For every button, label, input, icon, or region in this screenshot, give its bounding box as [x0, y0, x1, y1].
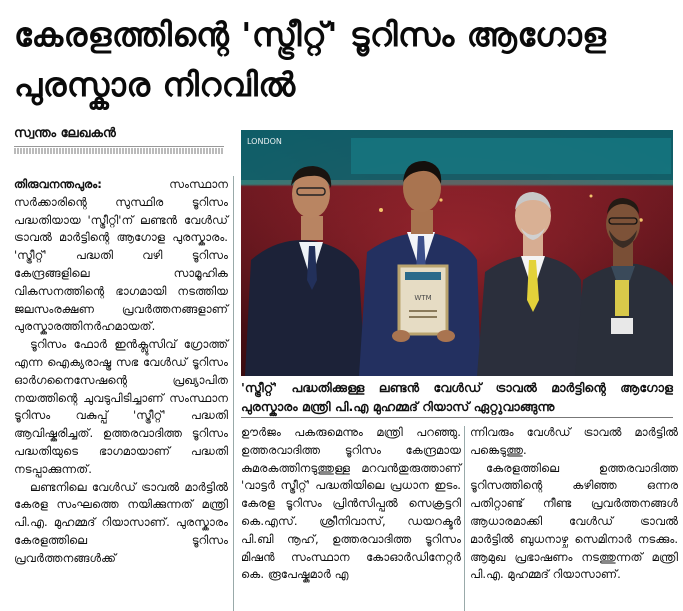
column-divider — [464, 426, 465, 611]
banner-text: LONDON — [247, 137, 282, 146]
byline-rule — [14, 146, 224, 147]
caption-rule — [241, 417, 673, 418]
article-paragraph: ന്നിവരും വേൾഡ് ട്രാവൽ മാർട്ടിൽ പങ്കെടുത്തു. — [470, 425, 678, 457]
award-certificate-label: WTM — [414, 294, 432, 302]
article-column-2 — [241, 424, 461, 584]
photo-caption: 'സ്ട്രീറ്റ്' പദ്ധതിക്കുള്ള ലണ്ടൻ വേൾഡ് ട്രാവൽ മാർട്ടിന്റെ ആഗോള പുരസ്കാരം മന്ത്രി പി.എ മുഹമ്മദ് റിയാസ് ഏറ്റുവാങ്ങുന്നു — [241, 380, 673, 414]
article-column-3 — [470, 424, 678, 584]
award-ceremony-photo — [241, 130, 673, 376]
dateline: തിരുവനന്തപുരം: — [14, 177, 102, 191]
byline-rule-pattern — [14, 148, 224, 154]
article-paragraph: ഊർജം പകരുമെന്നും മന്ത്രി പറഞ്ഞു. ഉത്തരവാദിത്ത ടൂറിസം കേന്ദ്രമായ കുമരകത്തിനടുത്തുള്ള മറവൻതുരുത്താണ് 'വാട്ടർ സ്ട്രീറ്റ്' പദ്ധതിയിലെ പ്രധാന ഇടം. കേരള ടൂറിസം പ്രിൻസിപ്പൽ സെക്രട്ടറി കെ.എസ്. ശ്രീനിവാസ്, ഡയറക്ടർ പി.ബി നൂഹ്, ഉത്തരവാദിത്ത ടൂറിസം മിഷൻ സംസ്ഥാന കോഓർഡിനേറ്റർ കെ. രൂപേഷ്കുമാർ എ — [241, 425, 461, 582]
headline — [14, 10, 674, 110]
article-paragraph: ടൂറിസം ഫോർ ഇൻക്ലൂസിവ് ഗ്രോത്ത് എന്ന ഐക്യരാഷ്ട്ര സഭ വേൾഡ് ടൂറിസം ഓർഗനൈസേഷന്റെ പ്രഖ്യാപിത നയത്തിന്റെ ചുവടുപിടിച്ചാണ് സംസ്ഥാന ടൂറിസം വകുപ്പ് 'സ്ട്രീറ്റ്' പദ്ധതി ആവിഷ്കരിച്ചത്. ഉത്തരവാദിത്ത ടൂറിസം പദ്ധതിയുടെ ഭാഗമായാണ് പദ്ധതി നടപ്പാക്കുന്നത്. — [14, 337, 228, 476]
article-paragraph — [14, 176, 228, 336]
headline-line-2: പുരസ്കാര നിറവിൽ — [14, 65, 296, 104]
byline: സ്വന്തം ലേഖകൻ — [14, 126, 116, 141]
news-photo — [241, 130, 673, 376]
column-divider — [233, 176, 234, 611]
article-paragraph: ലണ്ടനിലെ വേൾഡ് ട്രാവൽ മാർട്ടിൽ കേരള സംഘത്തെ നയിക്കുന്നത് മന്ത്രി പി.എ. മുഹമ്മദ് റിയാസാണ്. പുരസ്കാരം കേരളത്തിലെ ടൂറിസം പ്രവർത്തനങ്ങൾക്ക് — [14, 479, 228, 565]
article-text: സംസ്ഥാന സർക്കാരിന്റെ സുസ്ഥിര ടൂറിസം പദ്ധതിയായ 'സ്ട്രീറ്റി'ന് ലണ്ടൻ വേൾഡ് ട്രാവൽ മാർട്ടിന്റെ ആഗോള പുരസ്കാരം. 'സ്ട്രീറ്റ്' പദ്ധതി വഴി ടൂറിസം കേന്ദ്രങ്ങളിലെ സാമൂഹിക വികസനത്തിന്റെ ഭാഗമായി നടത്തിയ ജലസംരക്ഷണ പ്രവർത്തനങ്ങളാണ് പുരസ്കാരത്തിനർഹമായത്. — [14, 177, 228, 334]
article-column-1 — [14, 176, 228, 568]
article-paragraph: കേരളത്തിലെ ഉത്തരവാദിത്ത ടൂറിസത്തിന്റെ കഴിഞ്ഞ ഒന്നര പതിറ്റാണ്ട് നീണ്ട പ്രവർത്തനങ്ങൾ ആധാരമാക്കി വേൾഡ് ട്രാവൽ മാർട്ടിൽ ബുധനാഴ്ച സെമിനാർ നടക്കും. ആമുഖ പ്രഭാഷണം നടത്തുന്നത് മന്ത്രി പി.എ. മുഹമ്മദ് റിയാസാണ്. — [470, 460, 678, 582]
headline-line-1: കേരളത്തിന്റെ 'സ്ട്രീറ്റ്' ടൂറിസം ആഗോള — [14, 15, 607, 54]
